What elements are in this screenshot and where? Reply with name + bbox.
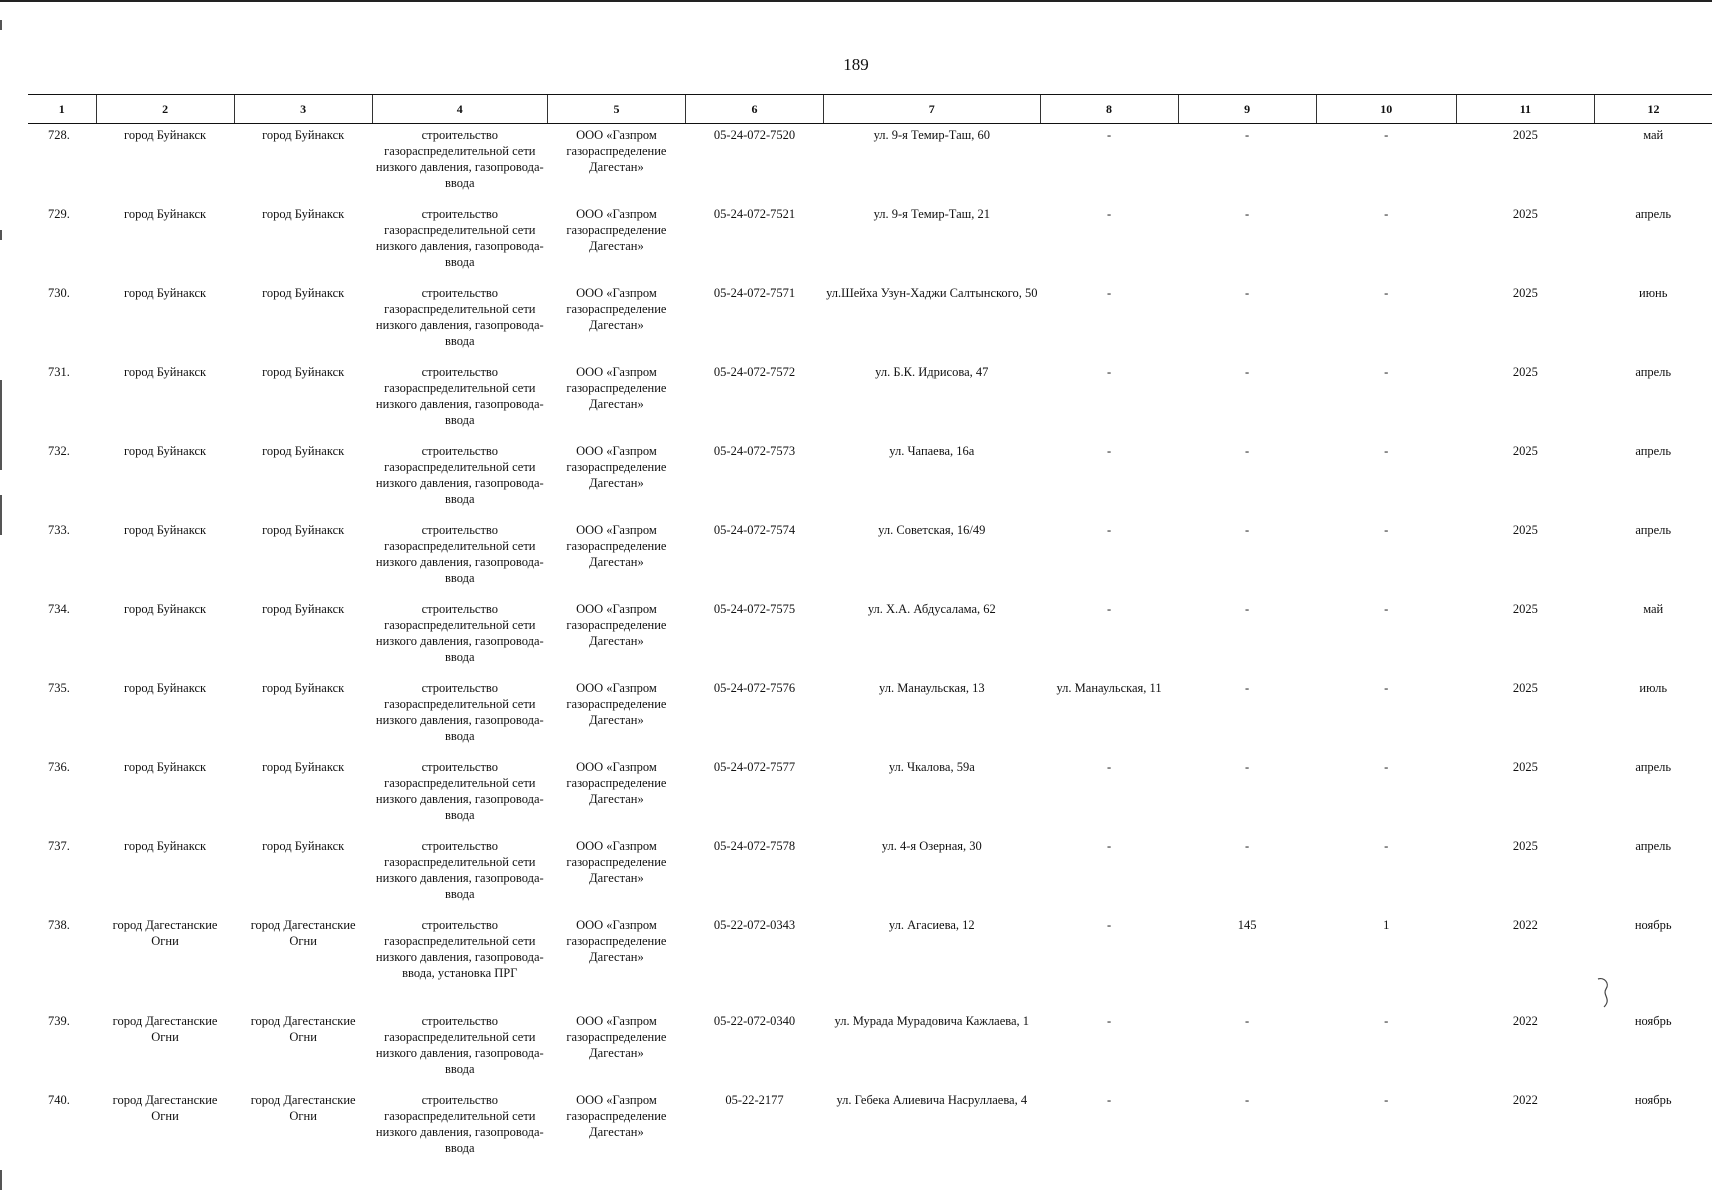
cell-municipality: город Буйнакск (124, 206, 207, 221)
cell-month: апрель (1635, 522, 1672, 537)
cell-object-code: 05-24-072-7575 (713, 601, 796, 616)
cell-municipality: город Буйнакск (124, 364, 207, 379)
cell-settlement: город Дагестанские Огни (250, 1092, 356, 1123)
cell-settlement: город Буйнакск (262, 206, 345, 221)
cell-object-code: 05-24-072-7574 (713, 522, 796, 537)
cell-year: 2025 (1512, 285, 1538, 300)
cell-count-value: - (1384, 522, 1389, 537)
cell-address-extra: - (1106, 443, 1112, 458)
column-header: 4 (372, 95, 547, 124)
cell-year: 2025 (1512, 522, 1538, 537)
cell-row-number: 739. (48, 1013, 70, 1028)
cell-length-value: - (1245, 759, 1250, 774)
column-header: 9 (1178, 95, 1316, 124)
cell-address-extra: - (1106, 1013, 1112, 1028)
cell-length-value: - (1245, 364, 1250, 379)
cell-year: 2022 (1512, 1013, 1538, 1028)
cell-count-value: - (1384, 838, 1389, 853)
cell-organization: ООО «Газпром газораспределение Дагестан» (566, 443, 667, 490)
cell-row-number: 734. (48, 601, 70, 616)
cell-row-number: 735. (48, 680, 70, 695)
cell-length-value: - (1245, 1013, 1250, 1028)
cell-address: ул. Мурада Мурадовича Кажлаева, 1 (834, 1013, 1030, 1028)
cell-work-description: строительство газораспределительной сети низкого давления, газопровода-ввода (375, 364, 544, 427)
table-row (28, 756, 1712, 835)
cell-month: апрель (1635, 206, 1672, 221)
cell-address: ул. Чкалова, 59а (888, 759, 975, 774)
left-margin-marks (0, 0, 3, 1200)
cell-settlement: город Буйнакск (262, 128, 345, 142)
table-row (28, 1010, 1712, 1089)
column-header: 2 (96, 95, 234, 124)
cell-organization: ООО «Газпром газораспределение Дагестан» (566, 1092, 667, 1139)
cell-row-number: 738. (48, 917, 70, 932)
cell-month: июнь (1639, 285, 1668, 300)
cell-count-value: 1 (1383, 917, 1390, 932)
cell-address: ул. Гебека Алиевича Насруллаева, 4 (836, 1092, 1028, 1107)
cell-length-value: - (1245, 838, 1250, 853)
cell-settlement: город Буйнакск (262, 443, 345, 458)
cell-address: ул. 9-я Темир-Таш, 60 (873, 128, 991, 142)
cell-organization: ООО «Газпром газораспределение Дагестан» (566, 838, 667, 885)
column-header: 6 (685, 95, 823, 124)
cell-settlement: город Буйнакск (262, 601, 345, 616)
cell-month: ноябрь (1634, 1013, 1672, 1028)
column-header: 10 (1316, 95, 1456, 124)
cell-count-value: - (1384, 285, 1389, 300)
table-row (28, 282, 1712, 361)
cell-municipality: город Дагестанские Огни (112, 1092, 218, 1123)
cell-object-code: 05-24-072-7578 (713, 838, 796, 853)
cell-organization: ООО «Газпром газораспределение Дагестан» (566, 206, 667, 253)
cell-row-number: 733. (48, 522, 70, 537)
cell-address-extra: - (1106, 364, 1112, 379)
cell-settlement: город Буйнакск (262, 364, 345, 379)
cell-settlement: город Дагестанские Огни (250, 1013, 356, 1044)
cell-organization: ООО «Газпром газораспределение Дагестан» (566, 364, 667, 411)
cell-work-description: строительство газораспределительной сети низкого давления, газопровода-ввода, установка ПРГ (375, 917, 544, 980)
cell-work-description: строительство газораспределительной сети низкого давления, газопровода-ввода (375, 1013, 544, 1076)
cell-municipality: город Дагестанские Огни (112, 917, 218, 948)
top-rule (0, 0, 1712, 2)
cell-address: ул. 9-я Темир-Таш, 21 (873, 206, 991, 221)
cell-length-value: - (1245, 443, 1250, 458)
cell-settlement: город Буйнакск (262, 522, 345, 537)
cell-object-code: 05-22-2177 (725, 1092, 784, 1107)
table-row (28, 361, 1712, 440)
cell-work-description: строительство газораспределительной сети низкого давления, газопровода-ввода (375, 1092, 544, 1155)
cell-organization: ООО «Газпром газораспределение Дагестан» (566, 1013, 667, 1060)
cell-address-extra: - (1106, 128, 1112, 142)
cell-address-extra: - (1106, 1092, 1112, 1107)
cell-settlement: город Буйнакск (262, 759, 345, 774)
cell-object-code: 05-22-072-0340 (713, 1013, 796, 1028)
cell-address: ул. Чапаева, 16а (889, 443, 975, 458)
cell-municipality: город Буйнакск (124, 522, 207, 537)
cell-month: ноябрь (1634, 1092, 1672, 1107)
cell-object-code: 05-24-072-7520 (713, 128, 796, 142)
column-header: 5 (547, 95, 685, 124)
cell-length-value: - (1245, 680, 1250, 695)
cell-organization: ООО «Газпром газораспределение Дагестан» (566, 917, 667, 964)
cell-object-code: 05-24-072-7571 (713, 285, 796, 300)
cell-month: июль (1639, 680, 1668, 695)
cell-object-code: 05-24-072-7577 (713, 759, 796, 774)
cell-count-value: - (1384, 680, 1389, 695)
cell-row-number: 732. (48, 443, 70, 458)
cell-count-value: - (1384, 1013, 1389, 1028)
cell-work-description: строительство газораспределительной сети низкого давления, газопровода-ввода (375, 128, 544, 190)
table-row (28, 598, 1712, 677)
cell-length-value: - (1245, 1092, 1250, 1107)
cell-month: апрель (1635, 443, 1672, 458)
cell-month: апрель (1635, 838, 1672, 853)
cell-length-value: 145 (1237, 917, 1257, 932)
cell-length-value: - (1245, 285, 1250, 300)
cell-municipality: город Буйнакск (124, 759, 207, 774)
column-header: 1 (28, 95, 96, 124)
cell-month: апрель (1635, 759, 1672, 774)
cell-object-code: 05-24-072-7521 (713, 206, 796, 221)
cell-length-value: - (1245, 128, 1250, 142)
cell-organization: ООО «Газпром газораспределение Дагестан» (566, 285, 667, 332)
cell-organization: ООО «Газпром газораспределение Дагестан» (566, 680, 667, 727)
table-row (28, 1089, 1712, 1168)
table-row (28, 124, 1712, 203)
cell-address-extra: - (1106, 285, 1112, 300)
cell-address: ул. Агасиева, 12 (888, 917, 975, 932)
cell-month: ноябрь (1634, 917, 1672, 932)
cell-object-code: 05-24-072-7573 (713, 443, 796, 458)
table-row (28, 677, 1712, 756)
cell-month: апрель (1635, 364, 1672, 379)
header-row (28, 95, 1712, 124)
cell-count-value: - (1384, 759, 1389, 774)
cell-year: 2025 (1512, 206, 1538, 221)
cell-month: май (1643, 601, 1664, 616)
cell-work-description: строительство газораспределительной сети низкого давления, газопровода-ввода (375, 522, 544, 585)
cell-address-extra: - (1106, 522, 1112, 537)
cell-year: 2025 (1512, 680, 1538, 695)
cell-year: 2022 (1512, 1092, 1538, 1107)
cell-municipality: город Буйнакск (124, 601, 207, 616)
cell-address-extra: - (1106, 206, 1112, 221)
cell-object-code: 05-24-072-7576 (713, 680, 796, 695)
cell-municipality: город Буйнакск (124, 443, 207, 458)
cell-length-value: - (1245, 206, 1250, 221)
cell-year: 2025 (1512, 443, 1538, 458)
table-row (28, 440, 1712, 519)
cell-municipality: город Буйнакск (124, 838, 207, 853)
column-header: 11 (1456, 95, 1594, 124)
cell-organization: ООО «Газпром газораспределение Дагестан» (566, 128, 667, 174)
cell-year: 2025 (1512, 601, 1538, 616)
cell-address-extra: - (1106, 601, 1112, 616)
cell-year: 2022 (1512, 917, 1538, 932)
cell-year: 2025 (1512, 364, 1538, 379)
cell-year: 2025 (1512, 838, 1538, 853)
cell-organization: ООО «Газпром газораспределение Дагестан» (566, 601, 667, 648)
table-row (28, 914, 1712, 1010)
cell-address: ул. Б.К. Идрисова, 47 (875, 364, 989, 379)
cell-municipality: город Буйнакск (124, 680, 207, 695)
cell-municipality: город Дагестанские Огни (112, 1013, 218, 1044)
cell-row-number: 740. (48, 1092, 70, 1107)
column-header: 8 (1040, 95, 1178, 124)
cell-length-value: - (1245, 522, 1250, 537)
table-row (28, 519, 1712, 598)
cell-count-value: - (1384, 128, 1389, 142)
column-header: 3 (234, 95, 372, 124)
table-row (28, 203, 1712, 282)
cell-address: ул. Советская, 16/49 (878, 522, 986, 537)
cell-address: ул. 4-я Озерная, 30 (881, 838, 982, 853)
cell-address: ул. Х.А. Абдусалама, 62 (867, 601, 996, 616)
cell-row-number: 729. (48, 206, 70, 221)
cell-settlement: город Буйнакск (262, 285, 345, 300)
cell-settlement: город Дагестанские Огни (250, 917, 356, 948)
cell-row-number: 728. (48, 128, 70, 142)
cell-work-description: строительство газораспределительной сети низкого давления, газопровода-ввода (375, 838, 544, 901)
cell-work-description: строительство газораспределительной сети низкого давления, газопровода-ввода (375, 601, 544, 664)
cell-work-description: строительство газораспределительной сети низкого давления, газопровода-ввода (375, 443, 544, 506)
cell-address-extra: - (1106, 917, 1112, 932)
cell-object-code: 05-22-072-0343 (713, 917, 796, 932)
column-header: 12 (1594, 95, 1712, 124)
page-number: 189 (843, 55, 869, 74)
cell-length-value: - (1245, 601, 1250, 616)
cell-year: 2025 (1512, 128, 1538, 142)
cell-count-value: - (1384, 601, 1389, 616)
cell-address-extra: ул. Манаульская, 11 (1056, 680, 1162, 695)
cell-work-description: строительство газораспределительной сети низкого давления, газопровода-ввода (375, 759, 544, 822)
register-table (28, 94, 1712, 1168)
handwritten-mark (1590, 975, 1620, 1015)
cell-row-number: 731. (48, 364, 70, 379)
cell-row-number: 730. (48, 285, 70, 300)
cell-organization: ООО «Газпром газораспределение Дагестан» (566, 522, 667, 569)
column-header: 7 (824, 95, 1040, 124)
cell-count-value: - (1384, 364, 1389, 379)
cell-address: ул. Манаульская, 13 (879, 680, 985, 695)
cell-count-value: - (1384, 1092, 1389, 1107)
cell-month: май (1643, 128, 1664, 142)
table-row (28, 835, 1712, 914)
cell-work-description: строительство газораспределительной сети низкого давления, газопровода-ввода (375, 680, 544, 743)
cell-municipality: город Буйнакск (124, 285, 207, 300)
cell-row-number: 736. (48, 759, 70, 774)
cell-address-extra: - (1106, 759, 1112, 774)
cell-count-value: - (1384, 443, 1389, 458)
cell-work-description: строительство газораспределительной сети низкого давления, газопровода-ввода (375, 206, 544, 269)
cell-address: ул.Шейха Узун-Хаджи Салтынского, 50 (826, 285, 1038, 300)
cell-object-code: 05-24-072-7572 (713, 364, 796, 379)
cell-settlement: город Буйнакск (262, 838, 345, 853)
cell-municipality: город Буйнакск (124, 128, 207, 142)
cell-address-extra: - (1106, 838, 1112, 853)
cell-settlement: город Буйнакск (262, 680, 345, 695)
cell-row-number: 737. (48, 838, 70, 853)
cell-organization: ООО «Газпром газораспределение Дагестан» (566, 759, 667, 806)
cell-count-value: - (1384, 206, 1389, 221)
cell-year: 2025 (1512, 759, 1538, 774)
cell-work-description: строительство газораспределительной сети низкого давления, газопровода-ввода (375, 285, 544, 348)
